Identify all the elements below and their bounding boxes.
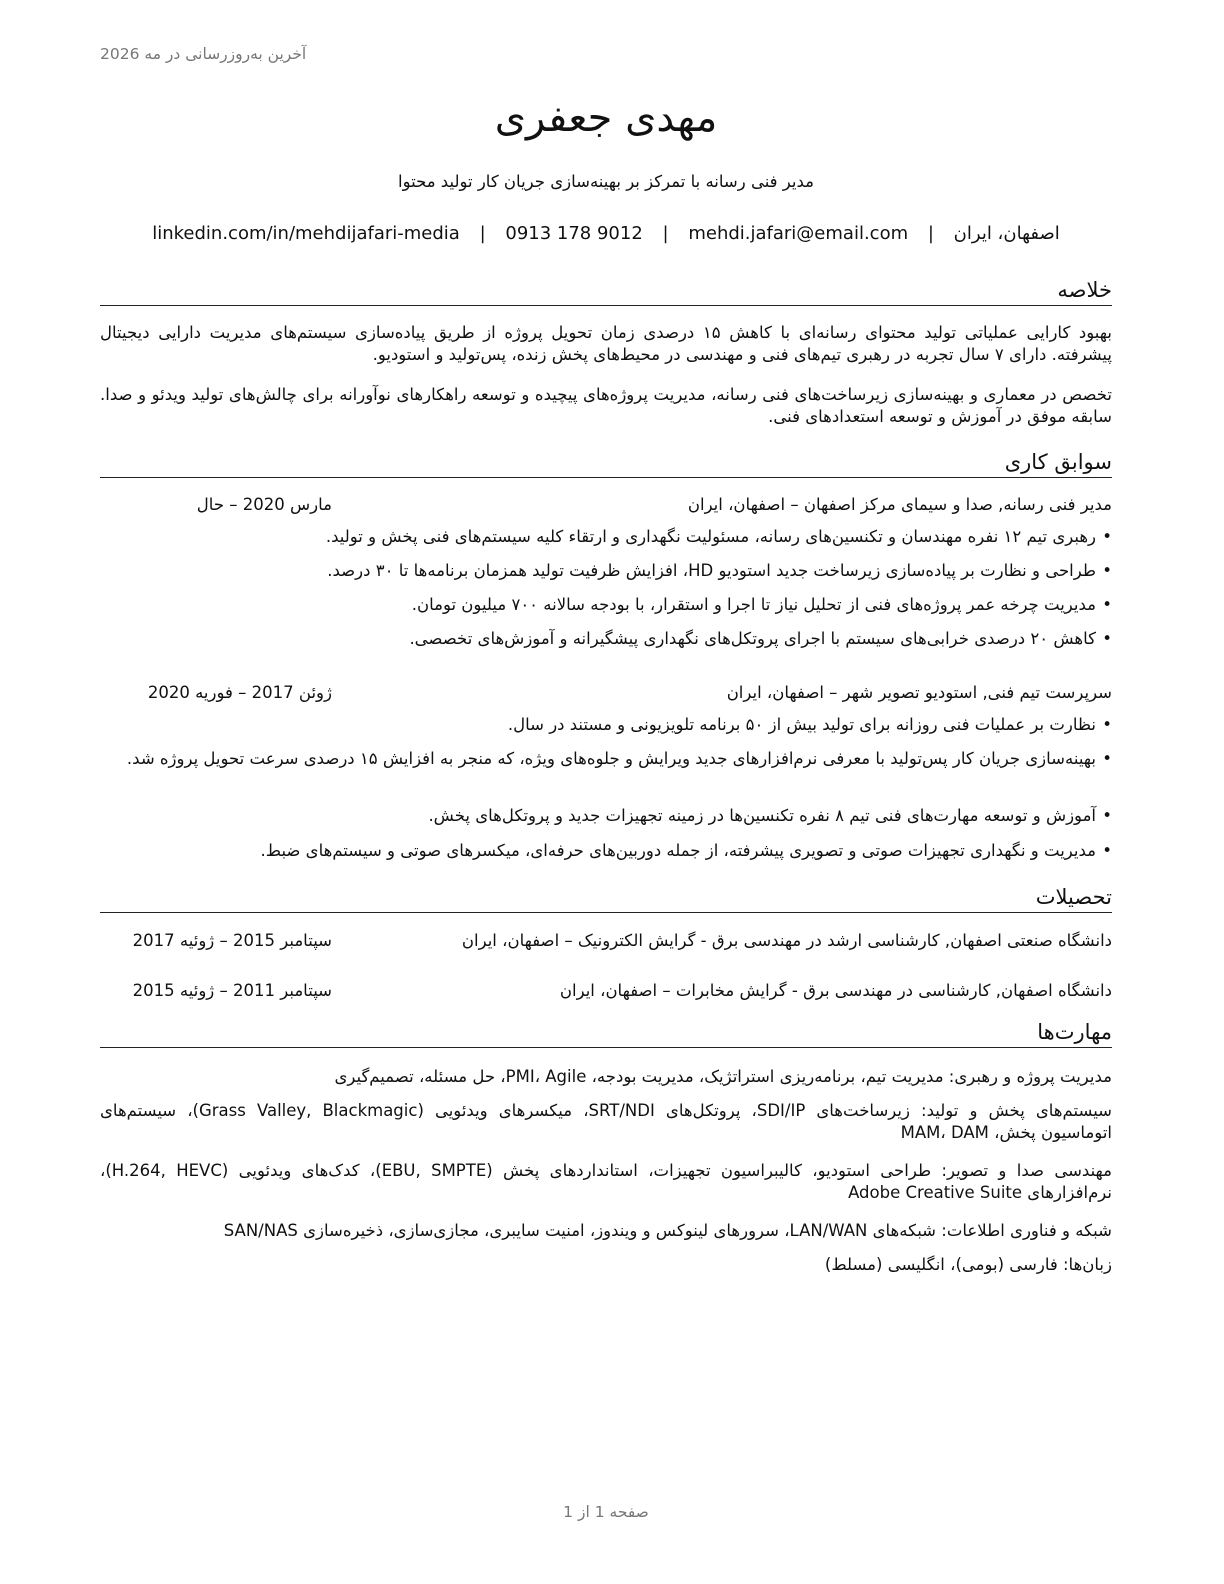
bullet-dot-icon: • [1102, 749, 1112, 768]
job-header [100, 493, 1112, 517]
tagline: مدیر فنی رسانه با تمرکز بر بهینه‌سازی جریان کار تولید محتوا [397, 172, 815, 191]
contact-location: اصفهان، ایران [953, 223, 1060, 244]
job-header [100, 681, 1112, 705]
bullet-dot-icon: • [1102, 595, 1112, 614]
skill-line: مدیریت پروژه و رهبری: مدیریت تیم، برنامه‌ریزی استراتژیک، مدیریت بودجه، PMI، Agile، حل مسئله، تصمیم‌گیری [334, 1067, 1112, 1086]
candidate-name: مهدی جعفری [494, 95, 718, 141]
contact-line [100, 223, 1112, 244]
bullet-dot-icon: • [1102, 561, 1112, 580]
summary-paragraph: بهبود کارایی عملیاتی تولید محتوای رسانه‌ای با کاهش ۱۵ درصدی زمان تحویل پروژه از طریق پیاده‌سازی سیستم‌های مدیریت دارایی دیجیتال پیشرفته. دارای ۷ سال تجربه در رهبری تیم‌های فنی و مهندسی در محیط‌های پخش زنده، پس‌تولید و استودیو. [100, 323, 1112, 364]
job-dates: ژوئن 2017 – فوریه 2020 [147, 683, 332, 702]
job-bullet: • کاهش ۲۰ درصدی خرابی‌های سیستم با اجرای پروتکل‌های نگهداری پیشگیرانه و آموزش‌های تخصصی. [409, 629, 1112, 648]
job-title-org: مدیر فنی رسانه, صدا و سیمای مرکز اصفهان – اصفهان، ایران [687, 495, 1112, 514]
bullet-dot-icon: • [1102, 629, 1112, 648]
contact-separator: | [927, 223, 934, 244]
skill-line: مهندسی صدا و تصویر: طراحی استودیو، کالیبراسیون تجهیزات، استانداردهای پخش (EBU, SMPTE)، کدک‌های ویدئویی (H.264, HEVC)، نرم‌افزارهای Adobe Creative Suite [100, 1161, 1112, 1202]
education-dates: سپتامبر 2011 – ژوئیه 2015 [132, 981, 332, 1000]
section-heading-experience: سوابق کاری [100, 449, 1112, 478]
contact-phone[interactable]: 0913 178 9012 [505, 223, 643, 244]
section-heading-skills: مهارت‌ها [100, 1019, 1112, 1048]
job-title-org: سرپرست تیم فنی, استودیو تصویر شهر – اصفهان، ایران [726, 683, 1112, 702]
job-bullet: • بهینه‌سازی جریان کار پس‌تولید با معرفی نرم‌افزارهای جدید ویرایش و جلوه‌های ویژه، که منجر به افزایش ۱۵ درصدی سرعت تحویل پروژه شد. [126, 749, 1112, 768]
skill-line: سیستم‌های پخش و تولید: زیرساخت‌های SDI/IP، پروتکل‌های SRT/NDI، میکسرهای ویدئویی (Grass Valley, Blackmagic)، سیستم‌های اتوماسیون پخش، MAM، DAM [100, 1101, 1112, 1142]
section-heading-summary: خلاصه [100, 277, 1112, 306]
job-bullet: • نظارت بر عملیات فنی روزانه برای تولید بیش از ۵۰ برنامه تلویزیونی و مستند در سال. [507, 715, 1112, 734]
education-degree: دانشگاه صنعتی اصفهان, کارشناسی ارشد در مهندسی برق - گرایش الکترونیک – اصفهان، ایران [461, 931, 1112, 950]
education-degree: دانشگاه اصفهان, کارشناسی در مهندسی برق - گرایش مخابرات – اصفهان، ایران [559, 981, 1112, 1000]
last-updated: آخرین به‌روزرسانی در مه 2026 [100, 45, 307, 63]
education-entry [100, 929, 1112, 953]
job-dates: مارس 2020 – حال [196, 495, 332, 514]
education-entry [100, 979, 1112, 1003]
education-dates: سپتامبر 2015 – ژوئیه 2017 [132, 931, 332, 950]
page-number: صفحه 1 از 1 [563, 1503, 649, 1521]
job-bullet: • طراحی و نظارت بر پیاده‌سازی زیرساخت جدید استودیو HD، افزایش ظرفیت تولید همزمان برنامه‌ها تا ۳۰ درصد. [327, 561, 1112, 580]
bullet-dot-icon: • [1102, 715, 1112, 734]
skill-line: شبکه و فناوری اطلاعات: شبکه‌های LAN/WAN، سرورهای لینوکس و ویندوز، امنیت سایبری، مجازی‌سازی، ذخیره‌سازی SAN/NAS [223, 1221, 1112, 1240]
job-bullet: • آموزش و توسعه مهارت‌های فنی تیم ۸ نفره تکنسین‌ها در زمینه تجهیزات جدید و پروتکل‌های پخش. [428, 806, 1112, 825]
job-bullet: • مدیریت چرخه عمر پروژه‌های فنی از تحلیل نیاز تا اجرا و استقرار، با بودجه سالانه ۷۰۰ میلیون تومان. [411, 595, 1112, 614]
resume-page [100, 0, 1112, 1584]
contact-separator: | [479, 223, 486, 244]
contact-linkedin[interactable]: linkedin.com/in/mehdijafari-media [152, 223, 460, 244]
job-bullet: • مدیریت و نگهداری تجهیزات صوتی و تصویری پیشرفته، از جمله دوربین‌های حرفه‌ای، میکسرهای صوتی و سیستم‌های ضبط. [260, 841, 1112, 860]
bullet-dot-icon: • [1102, 841, 1112, 860]
summary-paragraph: تخصص در معماری و بهینه‌سازی زیرساخت‌های فنی رسانه، مدیریت پروژه‌های پیچیده و توسعه راهکارهای نوآورانه برای چالش‌های تولید ویدئو و صدا. سابقه موفق در آموزش و توسعه استعدادهای فنی. [100, 385, 1112, 426]
job-bullet: • رهبری تیم ۱۲ نفره مهندسان و تکنسین‌های رسانه، مسئولیت نگهداری و ارتقاء کلیه سیستم‌های فنی پخش و تولید. [325, 527, 1112, 546]
skill-line: زبان‌ها: فارسی (بومی)، انگلیسی (مسلط) [824, 1255, 1112, 1274]
bullet-dot-icon: • [1102, 527, 1112, 546]
section-heading-education: تحصیلات [100, 884, 1112, 913]
contact-email[interactable]: mehdi.jafari@email.com [688, 223, 909, 244]
bullet-dot-icon: • [1102, 806, 1112, 825]
contact-separator: | [662, 223, 669, 244]
